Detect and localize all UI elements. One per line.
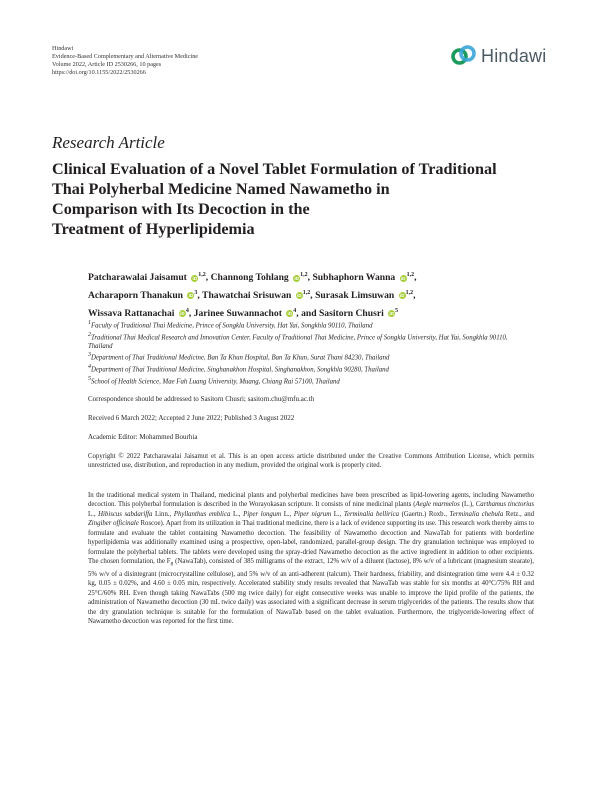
journal-header [52,45,198,77]
correspondence: Correspondence should be addressed to Sasitorn Chusri; sasitorn.chu@mfu.ac.th [88,395,315,403]
author[interactable]: and Sasitorn Chusri $iD^5$ [301,307,399,319]
academic-editor: Academic Editor: Mohammed Bourhia [88,433,198,441]
doi-link[interactable]: https://doi.org/10.1155/2022/2530266 [52,69,146,76]
orcid-icon[interactable]: iD [399,293,405,299]
hindawi-logo-icon [451,44,477,68]
title-line: Thai Polyherbal Medicine Named Nawametho in [52,180,390,198]
affiliation: $^3$Department of Thai Traditional Medicine, Ban Ta Khun Hospital, Ban Ta Khun, Surat Thani 84230, Thailand [88,352,390,362]
author[interactable]: Wissava Rattanachai $iD^4$, [88,307,192,319]
author[interactable]: Subhaphorn Wanna iD$^{1,2}$, [312,272,417,284]
orcid-icon[interactable]: iD [400,275,406,281]
hindawi-logo[interactable] [451,44,546,68]
orcid-icon[interactable]: iD [188,293,194,299]
article-type: Research Article [52,133,165,152]
author[interactable]: Acharaporn Thanakun $iD^3$, [88,289,200,301]
orcid-icon[interactable]: iD [287,311,293,317]
volume-info: Volume 2022, Article ID 2530266, 10 pages [52,61,162,68]
author[interactable]: Thawatchai Srisuwan iD$^{1,2}$, [202,289,313,301]
orcid-icon[interactable]: iD [180,311,185,317]
orcid-icon[interactable]: iD [192,275,198,281]
author[interactable]: Jarinee Suwannachot $iD^4$, [193,307,299,319]
title-line: Treatment of Hyperlipidemia [52,220,255,238]
title-line: Clinical Evaluation of a Novel Tablet Formulation of Traditional [52,160,497,178]
article-title [52,159,522,239]
journal-name: Evidence-Based Complementary and Alternative Medicine [52,53,199,60]
logo-wordmark: Hindawi [481,45,547,66]
orcid-icon[interactable]: iD [389,311,394,317]
affiliation: $^2$Traditional Thai Medical Research and Innovation Center, Faculty of Traditional Thai Medicine, Prince of Songkla University, Hat Yai, Songkhla 90110, Thailand [88,331,508,351]
copyright-notice: Copyright © 2022 Patcharawalai Jaisamut et al. This is an open access article distributed under the Creative Commons Attribution License, which permits unrestricted use, distribution, and reproduction in any medium, provided the original work is properly cited. [88,453,534,470]
publication-dates: Received 6 March 2022; Accepted 2 June 2022; Published 3 August 2022 [88,414,295,422]
orcid-icon[interactable]: iD [297,293,302,299]
author[interactable]: Channong Tohlang iD$^{1,2}$, [210,272,311,284]
orcid-icon[interactable]: iD [294,275,299,281]
affiliation: $^5$School of Health Science, Mae Fah Luang University, Muang, Chiang Rai 57100, Thailand [88,375,340,385]
affiliation: $^4$Department of Thai Traditional Medicine, Singhanakhon Hospital, Singhanakhon, Songkhla 90280, Thailand [88,363,389,374]
publisher-name: Hindawi [52,45,74,52]
author-list [88,268,538,321]
author[interactable]: Surasak Limsuwan iD$^{1,2}$, [315,289,416,301]
abstract: In the traditional medical system in Thailand, medicinal plants and polyherbal medicines have been prescribed as lipid-lowering agents, including Nawametho decoction. This polyherbal formulation is described in the Worayokasan scripture. It consists of nine medicinal plants (Aegle marmelos (L.), Carthamus tinctorius L., Hibiscus sabdariffa Linn., Phyllanthus emblica L., Piper longum L., Piper nigrum L., Terminalia bellirica (Gaertn.) Roxb., Terminalia chebula Retz., and Zingiber officinale Roscoe). Apart from its utilization in Thai traditional medicine, there is a lack of evidence supporting its use. This research work thereby aims to formulate and evaluate the tablet containing Nawametho decoction. The feasibility of Nawametho decoction and NawaTab for patients with borderline hyperlipidemia was additionally examined using a prospective, open-label, randomized, parallel-group design. The dry granulation technique was employed to formulate the polyherbal tablets. The tablets were developed using the spray-dried Nawametho decoction as the active ingredient in addition to other excipients. The chosen formulation, the $F_8$ (NawaTab), consisted of 385 milligrams of the extract, 12% w/v of a diluent (lactose), 8% w/v of a lubricant (magnesium stearate), 5% w/v of a disintegrant (microcrystalline cellulose), and 5% w/v of an anti-adherent (talcum). Their hardness, friability, and disintegration time were 4.4 ± 0.32 kg, 0.05 ± 0.02%, and 4.60 ± 0.05 min, respectively. Accelerated stability study results revealed that NawaTab was stable for six months at 40°C/75% RH and 25°C/60% RH. Even though taking NawaTabs (500 mg twice daily) for eight consecutive weeks was unable to improve the lipid profile of the patients, the administration of Nawametho decoction (30 mL twice daily) was associated with a significant decrease in serum triglycerides of the patients. The results show that the dry granulation technique is suitable for the formulation of NawaTab based on the tablet evaluation. Furthermore, the triglyceride-lowering effect of Nawametho decoction was reported for the first time. [88,492,535,626]
affiliation-list [88,319,533,386]
author[interactable]: Patcharawalai Jaisamut iD$^{1,2}$, [88,272,209,284]
title-line: Comparison with Its Decoction in the [52,200,310,218]
affiliation: $^1$Faculty of Traditional Thai Medicine, Prince of Songkla University, Hat Yai, Songkhla 90110, Thailand [88,320,373,330]
